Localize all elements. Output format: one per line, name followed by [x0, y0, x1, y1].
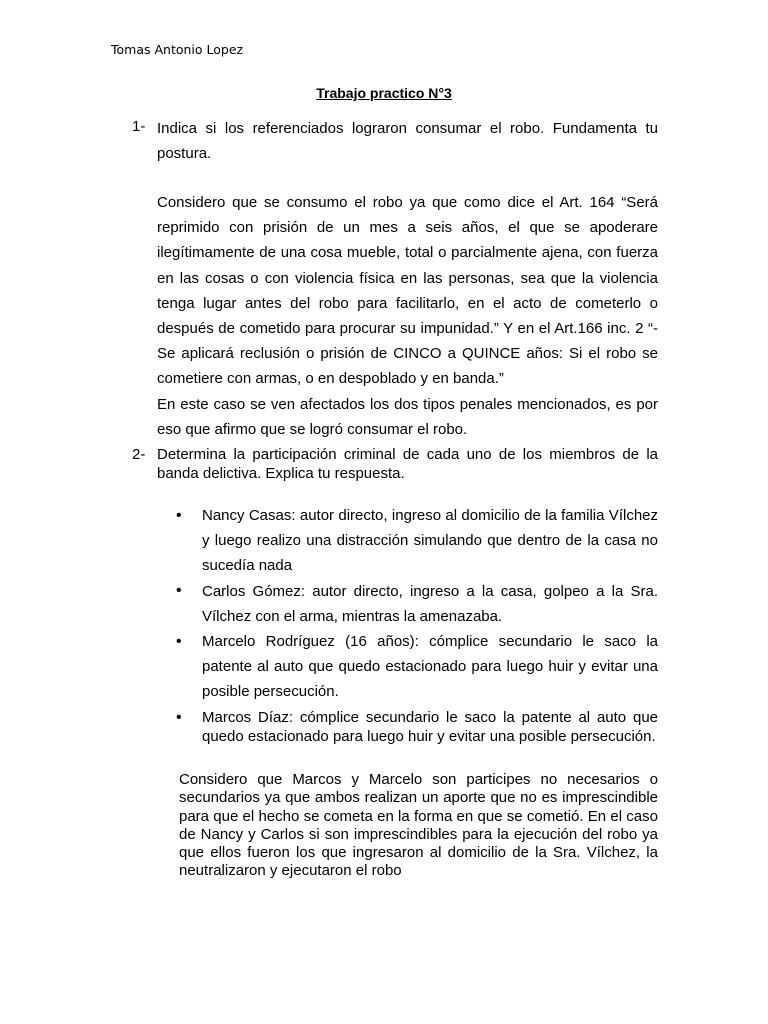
- bullet-icon: •: [176, 633, 182, 650]
- bullet-item-nancy: Nancy Casas: autor directo, ingreso al domicilio de la familia Vílchez y luego realizo una distracción simulando que dentro de la casa no sucedía nada: [202, 507, 658, 575]
- conclusion-paragraph: Considero que Marcos y Marcelo son participes no necesarios o secundarios ya que ambos realizan un aporte que no es imprescindible para que el hecho se cometa en la forma en que se cometió. En el caso de Nancy y Carlos si son imprescindibles para la ejecución del robo ya que ellos fueron los que ingresaron al domicilio de la Sra. Vílchez, la neutralizaron y ejecutaron el robo: [179, 771, 658, 880]
- bullet-icon: •: [176, 582, 182, 599]
- answer-paragraph-1-continued: En este caso se ven afectados los dos tipos penales mencionados, es por eso que afirmo que se logró consumar el robo.: [157, 396, 658, 439]
- bullet-icon: •: [176, 507, 182, 524]
- bullet-item-marcelo: Marcelo Rodríguez (16 años): cómplice secundario le saco la patente al auto que quedo estacionado para luego huir y evitar una posible persecución.: [202, 633, 658, 701]
- answer-paragraph-1: Considero que se consumo el robo ya que como dice el Art. 164 “Será reprimido con prisión de un mes a seis años, el que se apoderare ilegítimamente de una cosa mueble, total o parcialmente ajena, con fuerza en las cosas o con violencia física en las personas, sea que la violencia tenga lugar antes del robo para facilitarlo, en el acto de cometerlo o después de cometido para procurar su impunidad.” Y en el Art.166 inc. 2 “-Se aplicará reclusión o prisión de CINCO a QUINCE años: Si el robo se cometiere con armas, o en despoblado y en banda.”: [157, 194, 658, 388]
- document-header-author: Tomas Antonio Lopez: [111, 42, 244, 57]
- bullet-item-marcos: Marcos Díaz: cómplice secundario le saco la patente al auto que quedo estacionado para luego huir y evitar una posible persecución.: [202, 709, 658, 745]
- bullet-icon: •: [176, 709, 182, 726]
- question-prompt-2: Determina la participación criminal de cada uno de los miembros de la banda delictiva. Explica tu respuesta.: [157, 446, 658, 482]
- question-number-2: 2-: [132, 446, 146, 463]
- question-prompt-1: Indica si los referenciados lograron consumar el robo. Fundamenta tu postura.: [157, 120, 658, 163]
- document-title: Trabajo practico N°3: [316, 85, 452, 101]
- question-number-1: 1-: [132, 118, 146, 135]
- bullet-item-carlos: Carlos Gómez: autor directo, ingreso a la casa, golpeo a la Sra. Vílchez con el arma, mientras la amenazaba.: [202, 583, 658, 626]
